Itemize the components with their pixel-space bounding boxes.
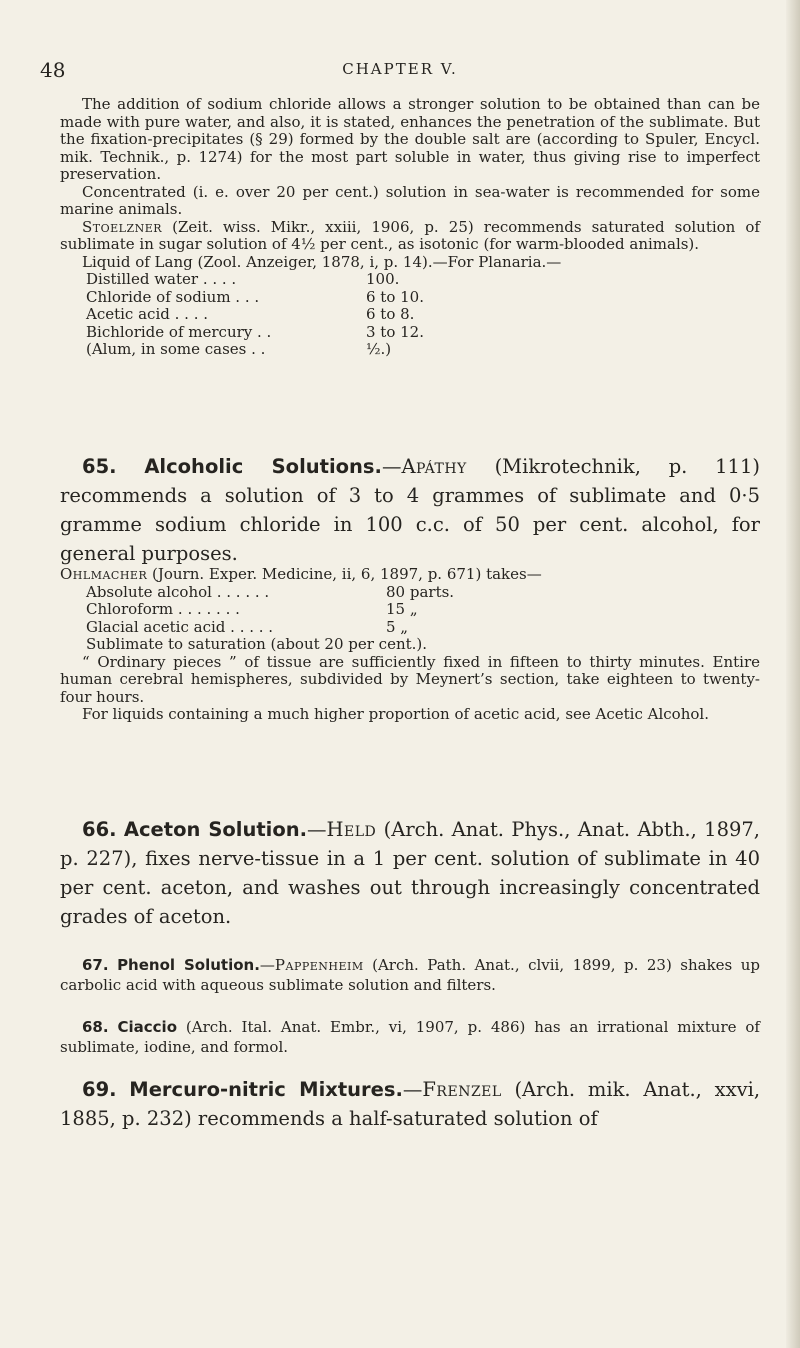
para-text: (Zeit. wiss. Mikr., xxiii, 1906, p. 25) recommends saturated solution of sublimate in sugar solution of 4½ per cent., as isotonic (for warm-blooded animals).	[60, 217, 760, 253]
section-number: 66.	[82, 818, 117, 841]
author-name: Stoelzner	[82, 217, 163, 236]
recipe-row	[86, 324, 760, 342]
sublimate-line: Sublimate to saturation (about 20 per cent.).	[86, 635, 428, 653]
ohlmacher-recipe	[86, 584, 760, 654]
ingredient-name: Chloroform . . . . . . .	[86, 600, 240, 618]
section-number: 65.	[82, 455, 117, 478]
section-text: (Arch. Anat. Phys., Anat. Abth., 1897, p. 227), fixes nerve-tissue in a 1 per cent. solution of sublimate in 40 per cent. aceton, and washes out through increasingly concentrated grades of aceton.	[60, 818, 760, 928]
ingredient-amount: 80 parts.	[386, 582, 455, 601]
author-name: Apáthy	[401, 455, 467, 478]
ingredient-name: Chloride of sodium . . .	[86, 287, 260, 306]
recipe-row	[86, 619, 760, 637]
section-text: (Arch. Ital. Anat. Embr., vi, 1907, p. 486) has an irrational mixture of sublimate, iodine, and formol.	[60, 1018, 760, 1056]
section-67	[60, 955, 760, 995]
ingredient-amount: ½.)	[366, 340, 392, 358]
recipe-row	[86, 584, 760, 602]
lang-recipe	[86, 271, 760, 359]
section-heading: Ciaccio	[117, 1018, 178, 1036]
ingredient-amount: 6 to 8.	[366, 305, 415, 323]
section-heading: Aceton Solution.	[123, 818, 308, 841]
dash: —	[307, 818, 327, 841]
lang-intro: Liquid of Lang (Zool. Anzeiger, 1878, i, p. 14).—For Planaria.—	[82, 252, 562, 271]
section-number: 69.	[82, 1078, 117, 1101]
ohlmacher-intro	[60, 566, 760, 584]
ohlmacher-block	[60, 566, 760, 724]
section-heading: Phenol Solution.	[117, 956, 260, 974]
author-name: Frenzel	[422, 1078, 502, 1101]
dash: —	[402, 1078, 423, 1101]
para-stoelzner	[60, 219, 760, 254]
page-number: 48	[40, 58, 66, 82]
section-69	[60, 1075, 760, 1133]
recipe-row	[86, 289, 760, 307]
spacer	[60, 995, 760, 1017]
chapter-title: CHAPTER V.	[342, 60, 458, 78]
running-header	[40, 58, 760, 88]
sections-67-68	[60, 955, 760, 1057]
ingredient-amount: 5 „	[386, 617, 409, 636]
author-name: Pappenheim	[274, 956, 364, 974]
section-text: (Mikrotechnik, p. 111) recommends a solution of 3 to 4 grammes of sublimate and 0·5 gramme sodium chloride in 100 c.c. of 50 per cent. alcohol, for general purposes.	[60, 455, 760, 565]
page-edge-shadow	[786, 0, 800, 1348]
section-heading: Alcoholic Solutions.	[144, 455, 382, 478]
section-number: 67.	[82, 956, 109, 974]
ingredient-name: Acetic acid . . . .	[86, 305, 208, 323]
para-sodium-chloride: The addition of sodium chloride allows a stronger solution to be obtained than can be made with pure water, and also, it is stated, enhances the penetration of the sublimate. But the fixation-precipitates (§ 29) formed by the double salt are (according to Spuler, Encycl. mik. Technik., p. 1274) for the most part soluble in water, thus giving rise to imperfect preservation.	[60, 95, 760, 183]
author-name: Held	[326, 818, 377, 841]
recipe-row	[86, 306, 760, 324]
ingredient-name: Glacial acetic acid . . . . .	[86, 617, 274, 636]
sublimate-notes	[60, 96, 760, 359]
section-heading: Mercuro-nitric Mixtures.	[129, 1078, 403, 1101]
ingredient-name: Bichloride of mercury . .	[86, 322, 272, 341]
section-68	[60, 1017, 760, 1057]
section-number: 68.	[82, 1018, 109, 1036]
section-66	[60, 815, 760, 931]
section-text: (Arch. mik. Anat., xxvi, 1885, p. 232) recommends a half-saturated solution of	[60, 1078, 761, 1130]
section-65	[60, 452, 760, 568]
ingredient-name: Absolute alcohol . . . . . .	[86, 582, 270, 601]
para-liquids: For liquids containing a much higher proportion of acetic acid, see Acetic Alcohol.	[82, 705, 709, 723]
dash: —	[259, 956, 275, 974]
recipe-row	[86, 341, 760, 359]
dash: —	[381, 455, 402, 478]
recipe-row	[86, 601, 760, 619]
para-ordinary-pieces: “ Ordinary pieces ” of tissue are sufficiently fixed in fifteen to thirty minutes. Entire human cerebral hemispheres, subdivided by Meynert’s section, take eighteen to twenty-four hours.	[60, 652, 760, 706]
ingredient-amount: 6 to 10.	[366, 287, 424, 306]
author-name: Ohlmacher	[60, 565, 148, 583]
para-text: (Journ. Exper. Medicine, ii, 6, 1897, p. 671) takes—	[147, 565, 542, 583]
ingredient-name: (Alum, in some cases . .	[86, 340, 266, 358]
recipe-row	[86, 271, 760, 289]
para-concentrated: Concentrated (i. e. over 20 per cent.) solution in sea-water is recommended for some marine animals.	[60, 182, 760, 218]
ingredient-amount: 100.	[366, 270, 400, 288]
ingredient-amount: 3 to 12.	[366, 322, 424, 341]
ingredient-amount: 15 „	[386, 600, 418, 618]
ingredient-name: Distilled water . . . .	[86, 270, 237, 288]
section-text: (Arch. Path. Anat., clvii, 1899, p. 23) shakes up carbolic acid with aqueous sublimate solution and filters.	[60, 956, 760, 994]
